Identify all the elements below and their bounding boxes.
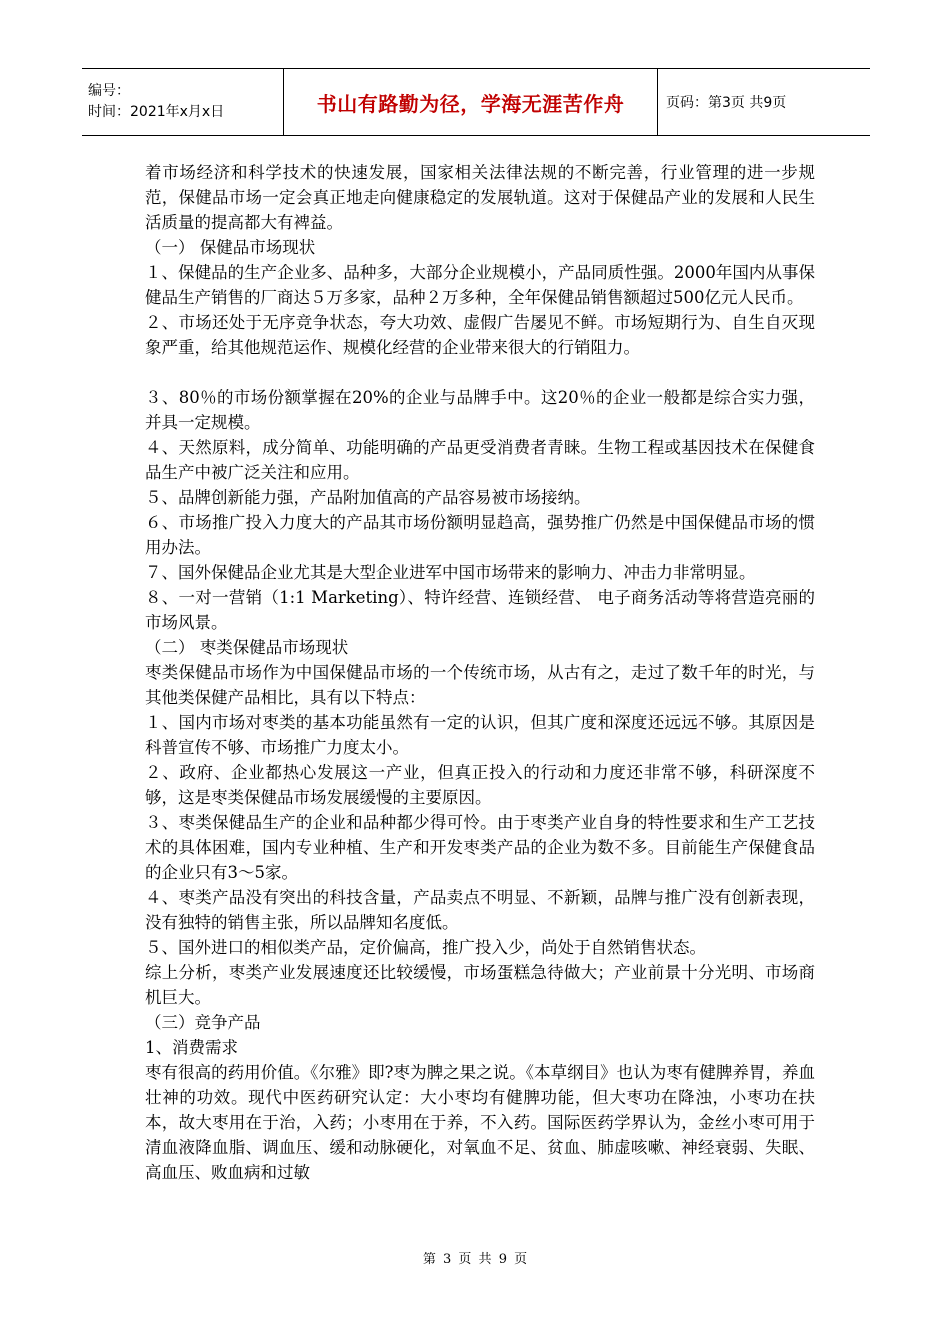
paragraph: ６、市场推广投入力度大的产品其市场份额明显趋高，强势推广仍然是中国保健品市场的惯用办法。: [145, 513, 815, 557]
section-heading: （三）竞争产品: [145, 1013, 261, 1032]
paragraph: 综上分析，枣类产业发展速度还比较缓慢，市场蛋糕急待做大；产业前景十分光明、市场商机巨大。: [145, 963, 815, 1007]
paragraph: 枣有很高的药用价值。《尔雅》即?枣为脾之果之说。《本草纲目》也认为枣有健脾养胃，养血壮神的功效。现代中医药研究认定：大小枣均有健脾功能，但大枣功在降浊，小枣功在扶本，故大枣用在于治，入药；小枣用在于养，不入药。国际医药学界认为，金丝小枣可用于清血液降血脂、调血压、缓和动脉硬化，对氧血不足、贫血、肺虚咳嗽、神经衰弱、失眠、高血压、败血病和过敏: [145, 1063, 815, 1182]
subsection-heading: 1、消费需求: [145, 1038, 238, 1057]
paragraph: ５、国外进口的相似类产品，定价偏高，推广投入少，尚处于自然销售状态。: [145, 938, 706, 957]
paragraph: ２、市场还处于无序竞争状态，夸大功效、虚假广告屡见不鲜。市场短期行为、自生自灭现象严重，给其他规范运作、规模化经营的企业带来很大的行销阻力。: [145, 313, 815, 357]
header-motto: 书山有路勤为径，学海无涯苦作舟: [284, 69, 658, 135]
paragraph: ４、枣类产品没有突出的科技含量，产品卖点不明显、不新颖，品牌与推广没有创新表现，没有独特的销售主张，所以品牌知名度低。: [145, 888, 815, 932]
page-header: [82, 68, 870, 136]
page-footer: 第 3 页 共 9 页: [422, 1252, 528, 1267]
paragraph: ２、政府、企业都热心发展这一产业，但真正投入的行动和力度还非常不够，科研深度不够，这是枣类保健品市场发展缓慢的主要原因。: [145, 763, 815, 807]
paragraph: ５、品牌创新能力强，产品附加值高的产品容易被市场接纳。: [145, 488, 591, 507]
paragraph: ３、枣类保健品生产的企业和品种都少得可怜。由于枣类产业自身的特性要求和生产工艺技术的具体困难，国内专业种植、生产和开发枣类产品的企业为数不多。目前能生产保健食品的企业只有3～5家。: [145, 813, 815, 882]
paragraph: ４、天然原料，成分简单、功能明确的产品更受消费者青睐。生物工程或基因技术在保健食品生产中被广泛关注和应用。: [145, 438, 815, 482]
paragraph: １、国内市场对枣类的基本功能虽然有一定的认识，但其广度和深度还远远不够。其原因是科普宣传不够、市场推广力度太小。: [145, 713, 815, 757]
header-page-info: 页码：第3页 共9页: [666, 95, 787, 111]
paragraph: ３、80％的市场份额掌握在20%的企业与品牌手中。这20％的企业一般都是综合实力强，并具一定规模。: [145, 388, 815, 432]
paragraph: ８、一对一营销（1:1 Marketing）、特许经营、连锁经营、 电子商务活动等将营造亮丽的市场风景。: [145, 588, 815, 632]
paragraph: 着市场经济和科学技术的快速发展，国家相关法律法规的不断完善，行业管理的进一步规范，保健品市场一定会真正地走向健康稳定的发展轨道。这对于保健品产业的发展和人民生活质量的提高都大有裨益。: [145, 163, 815, 232]
paragraph: 枣类保健品市场作为中国保健品市场的一个传统市场，从古有之，走过了数千年的时光，与其他类保健产品相比，具有以下特点：: [145, 663, 815, 707]
paragraph: １、保健品的生产企业多、品种多，大部分企业规模小，产品同质性强。2000年国内从事保健品生产销售的厂商达５万多家，品种２万多种，全年保健品销售额超过500亿元人民币。: [145, 263, 815, 307]
section-heading: （一） 保健品市场现状: [145, 238, 316, 257]
header-meta: [82, 69, 284, 135]
section-heading: （二） 枣类保健品市场现状: [145, 638, 349, 657]
paragraph: ７、国外保健品企业尤其是大型企业进军中国市场带来的影响力、冲击力非常明显。: [145, 563, 756, 582]
serial-label: 编号：: [88, 83, 130, 99]
document-body: [145, 160, 815, 1185]
time-label: 时间：2021年x月x日: [88, 104, 225, 120]
